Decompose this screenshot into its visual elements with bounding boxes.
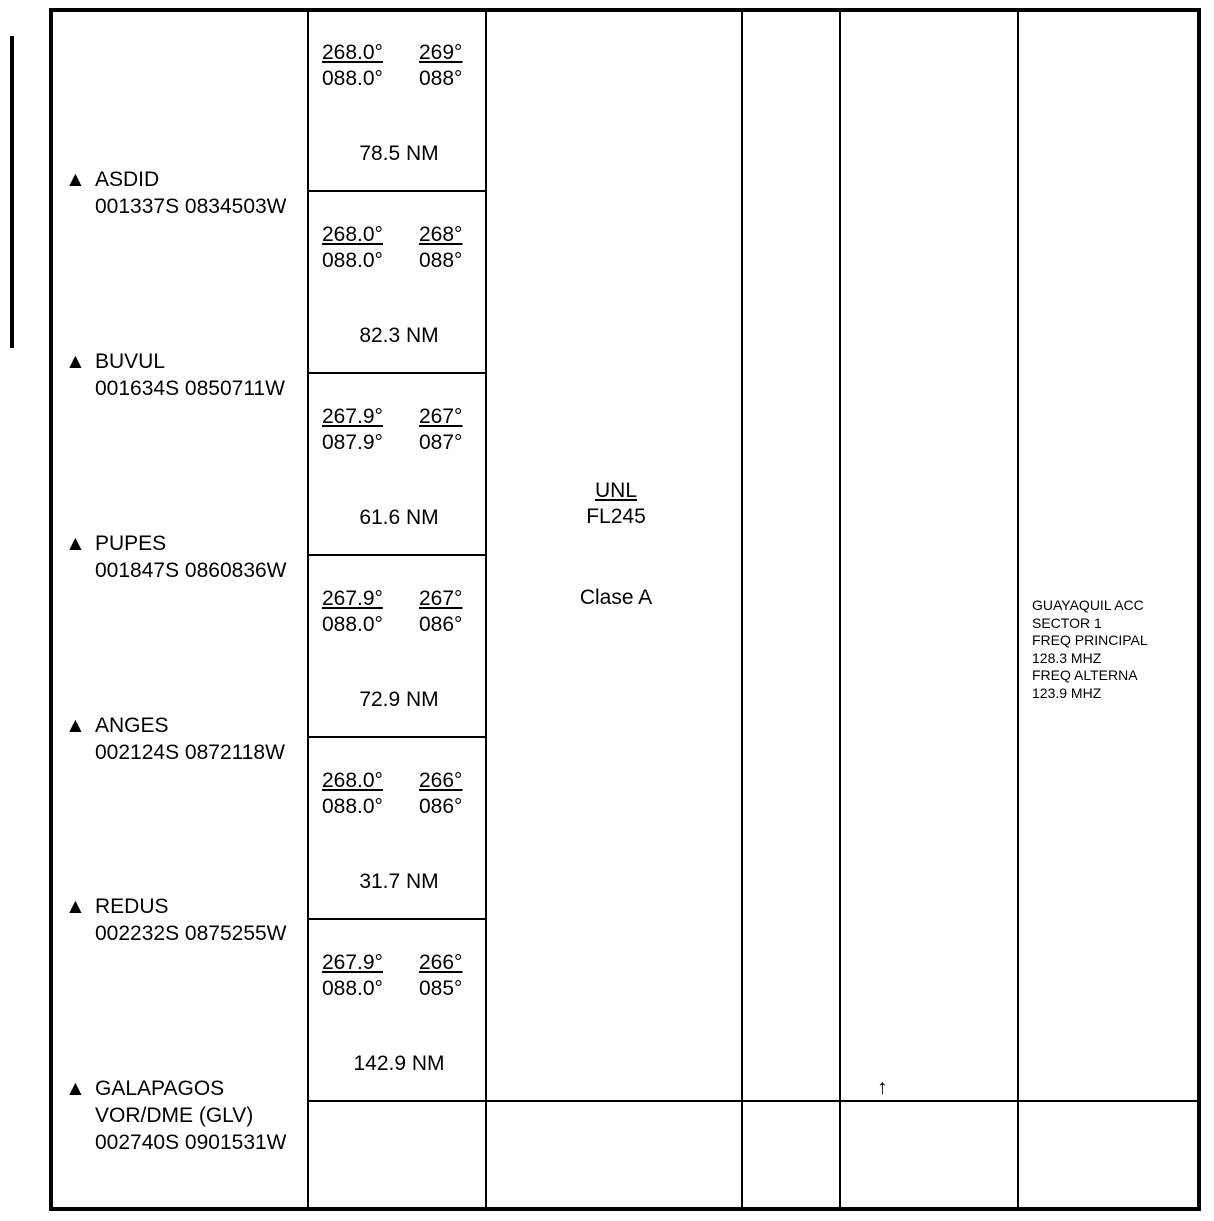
true-track-rev: 088° (419, 67, 463, 90)
true-track-fwd: 266° (419, 769, 463, 792)
mag-track-rev: 088.0° (322, 977, 383, 1000)
true-track-rev: 087° (419, 431, 463, 454)
column-divider (1017, 12, 1019, 1207)
true-track-rev: 085° (419, 977, 463, 1000)
waypoint (65, 893, 287, 947)
true-track-fwd: 269° (419, 41, 463, 64)
waypoint-name: BUVUL (95, 350, 166, 373)
waypoint (65, 712, 285, 766)
triangle-icon: ▲ (65, 895, 86, 918)
remarks-line: SECTOR 1 (1032, 614, 1102, 631)
mag-track-rev: 088.0° (322, 613, 383, 636)
remarks-line: GUAYAQUIL ACC (1032, 597, 1144, 613)
waypoint-coord: 002124S 0872118W (95, 741, 285, 764)
mag-track-rev: 087.9° (322, 431, 383, 454)
waypoint-name: REDUS (95, 895, 169, 918)
segment-distance: 82.3 NM (359, 324, 439, 347)
airspace-class: Clase A (579, 586, 653, 609)
waypoint (65, 1075, 287, 1156)
triangle-icon: ▲ (65, 1077, 86, 1100)
waypoint (65, 166, 287, 220)
mag-track-fwd: 267.9° (322, 405, 383, 428)
waypoint-coord: 001337S 0834503W (95, 195, 287, 218)
waypoint-name: ANGES (95, 714, 169, 737)
vertical-limits (489, 478, 743, 530)
segment-distance: 61.6 NM (359, 506, 439, 529)
true-track-rev: 088° (419, 249, 463, 272)
mag-track-fwd: 267.9° (322, 587, 383, 610)
mag-track-rev: 088.0° (322, 795, 383, 818)
triangle-icon: ▲ (65, 350, 86, 373)
route-segment (311, 12, 487, 192)
remarks-line: FREQ PRINCIPAL (1032, 632, 1148, 649)
waypoint-coord: 001634S 0850711W (95, 377, 285, 400)
remarks (1032, 597, 1148, 703)
change-bar (10, 36, 14, 348)
column-divider (839, 12, 841, 1207)
route-segment (311, 194, 487, 374)
true-track-fwd: 268° (419, 223, 463, 246)
true-track-rev: 086° (419, 795, 463, 818)
segment-distance: 72.9 NM (359, 688, 439, 711)
true-track-fwd: 267° (419, 405, 463, 428)
remarks-line: 123.9 MHZ (1032, 684, 1102, 701)
mag-track-rev: 088.0° (322, 249, 383, 272)
waypoint-coord: 001847S 0860836W (95, 559, 287, 582)
waypoint-type: VOR/DME (GLV) (95, 1104, 254, 1127)
triangle-icon: ▲ (65, 168, 86, 191)
waypoint (65, 530, 287, 584)
route-segment (311, 376, 487, 556)
mag-track-fwd: 268.0° (322, 41, 383, 64)
route-segment (311, 922, 487, 1102)
route-segment (311, 558, 487, 738)
true-track-fwd: 267° (419, 587, 463, 610)
triangle-icon: ▲ (65, 532, 86, 555)
segment-distance: 142.9 NM (353, 1052, 445, 1075)
waypoint-name: PUPES (95, 532, 167, 555)
direction-arrow-icon: ↑ (877, 1076, 888, 1099)
remarks-line: FREQ ALTERNA (1032, 667, 1138, 684)
mag-track-fwd: 268.0° (322, 769, 383, 792)
remarks-line: 128.3 MHZ (1032, 649, 1102, 666)
triangle-icon: ▲ (65, 714, 86, 737)
true-track-fwd: 266° (419, 951, 463, 974)
waypoint-name: GALAPAGOS (95, 1077, 225, 1100)
mag-track-fwd: 267.9° (322, 951, 383, 974)
lower-limit: FL245 (586, 505, 646, 528)
mag-track-rev: 088.0° (322, 67, 383, 90)
waypoint-name: ASDID (95, 168, 160, 191)
segment-distance: 31.7 NM (359, 870, 439, 893)
mag-track-fwd: 268.0° (322, 223, 383, 246)
waypoint-coord: 002740S 0901531W (95, 1131, 287, 1154)
waypoint-coord: 002232S 0875255W (95, 922, 287, 945)
route-table (49, 8, 1201, 1211)
true-track-rev: 086° (419, 613, 463, 636)
waypoint (65, 348, 285, 402)
upper-limit: UNL (594, 479, 637, 502)
segment-distance: 78.5 NM (359, 142, 439, 165)
route-segment (311, 740, 487, 920)
